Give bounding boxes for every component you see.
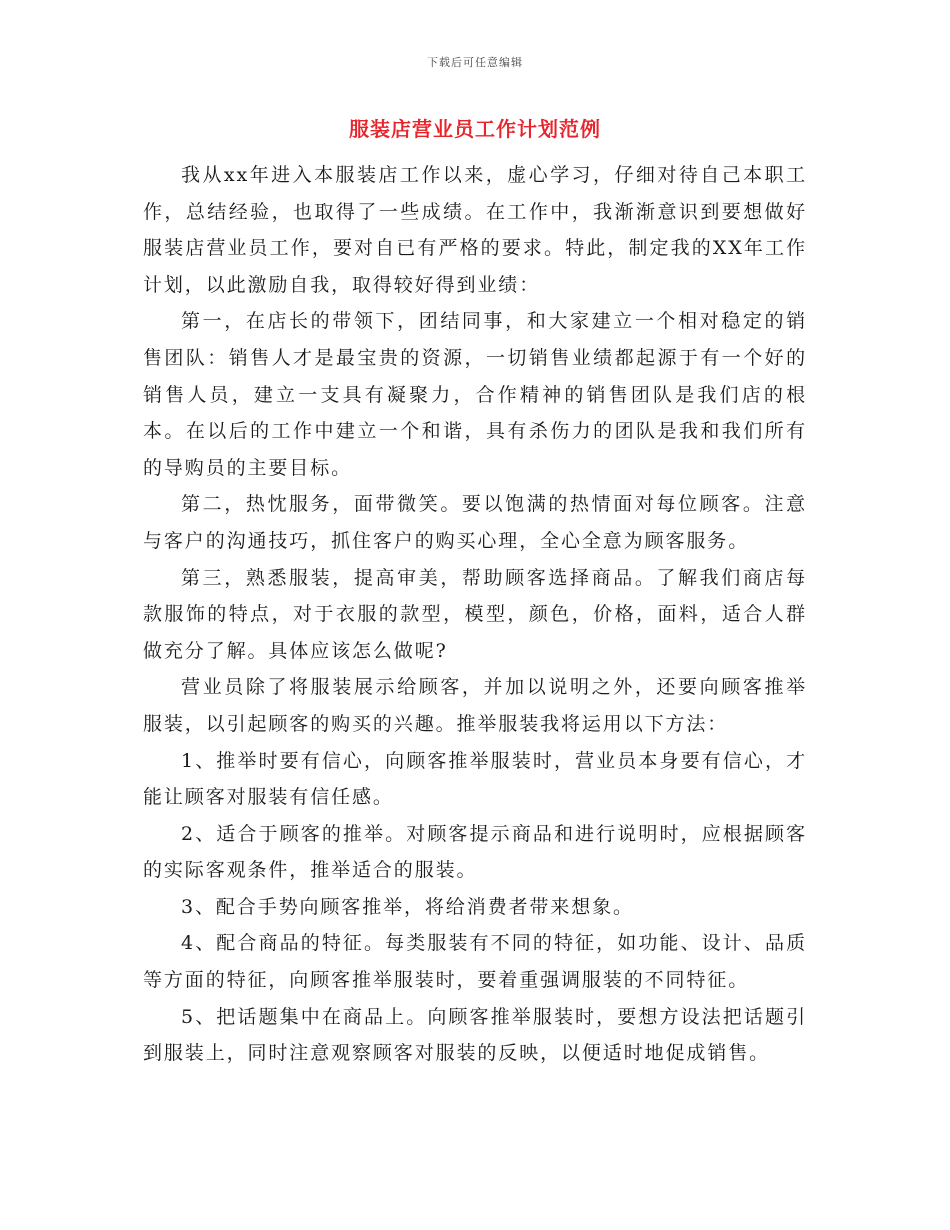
paragraph-method-1: 1、推举时要有信心，向顾客推举服装时，营业员本身要有信心，才能让顾客对服装有信任感。 (143, 749, 807, 809)
paragraph-point-1: 第一，在店长的带领下，团结同事，和大家建立一个相对稳定的销售团队：销售人才是最宝贵的资源，一切销售业绩都起源于有一个好的销售人员，建立一支具有凝聚力，合作精神的销售团队是我们店的根本。在以后的工作中建立一个和谐，具有杀伤力的团队是我和我们所有的导购员的主要目标。 (143, 310, 807, 479)
document-title: 服装店营业员工作计划范例 (349, 117, 601, 141)
paragraph-method-2: 2、适合于顾客的推举。对顾客提示商品和进行说明时，应根据顾客的实际客观条件，推举适合的服装。 (143, 822, 807, 882)
paragraph-recommend-intro: 营业员除了将服装展示给顾客，并加以说明之外，还要向顾客推举服装，以引起顾客的购买的兴趣。推举服装我将运用以下方法： (143, 676, 807, 735)
paragraph-point-3: 第三，熟悉服装，提高审美，帮助顾客选择商品。了解我们商店每款服饰的特点，对于衣服的款型，模型，颜色，价格，面料，适合人群做充分了解。具体应该怎么做呢? (143, 566, 807, 662)
document-body (143, 157, 807, 1072)
paragraph-intro: 我从xx年进入本服装店工作以来，虚心学习，仔细对待自己本职工作，总结经验，也取得了一些成绩。在工作中，我渐渐意识到要想做好服装店营业员工作，要对自已有严格的要求。特此，制定我的XX年工作计划，以此激励自我，取得较好得到业绩： (143, 164, 807, 296)
paragraph-method-5: 5、把话题集中在商品上。向顾客推举服装时，要想方设法把话题引到服装上，同时注意观察顾客对服装的反映，以便适时地促成销售。 (143, 1005, 807, 1065)
header-note: 下载后可任意编辑 (427, 56, 523, 69)
paragraph-point-2: 第二，热忱服务，面带微笑。要以饱满的热情面对每位顾客。注意与客户的沟通技巧，抓住客户的购买心理，全心全意为顾客服务。 (143, 493, 807, 552)
paragraph-method-3: 3、配合手势向顾客推举，将给消费者带来想象。 (181, 895, 634, 918)
paragraph-method-4: 4、配合商品的特征。每类服装有不同的特征，如功能、设计、品质等方面的特征，向顾客推举服装时，要着重强调服装的不同特征。 (143, 932, 807, 992)
